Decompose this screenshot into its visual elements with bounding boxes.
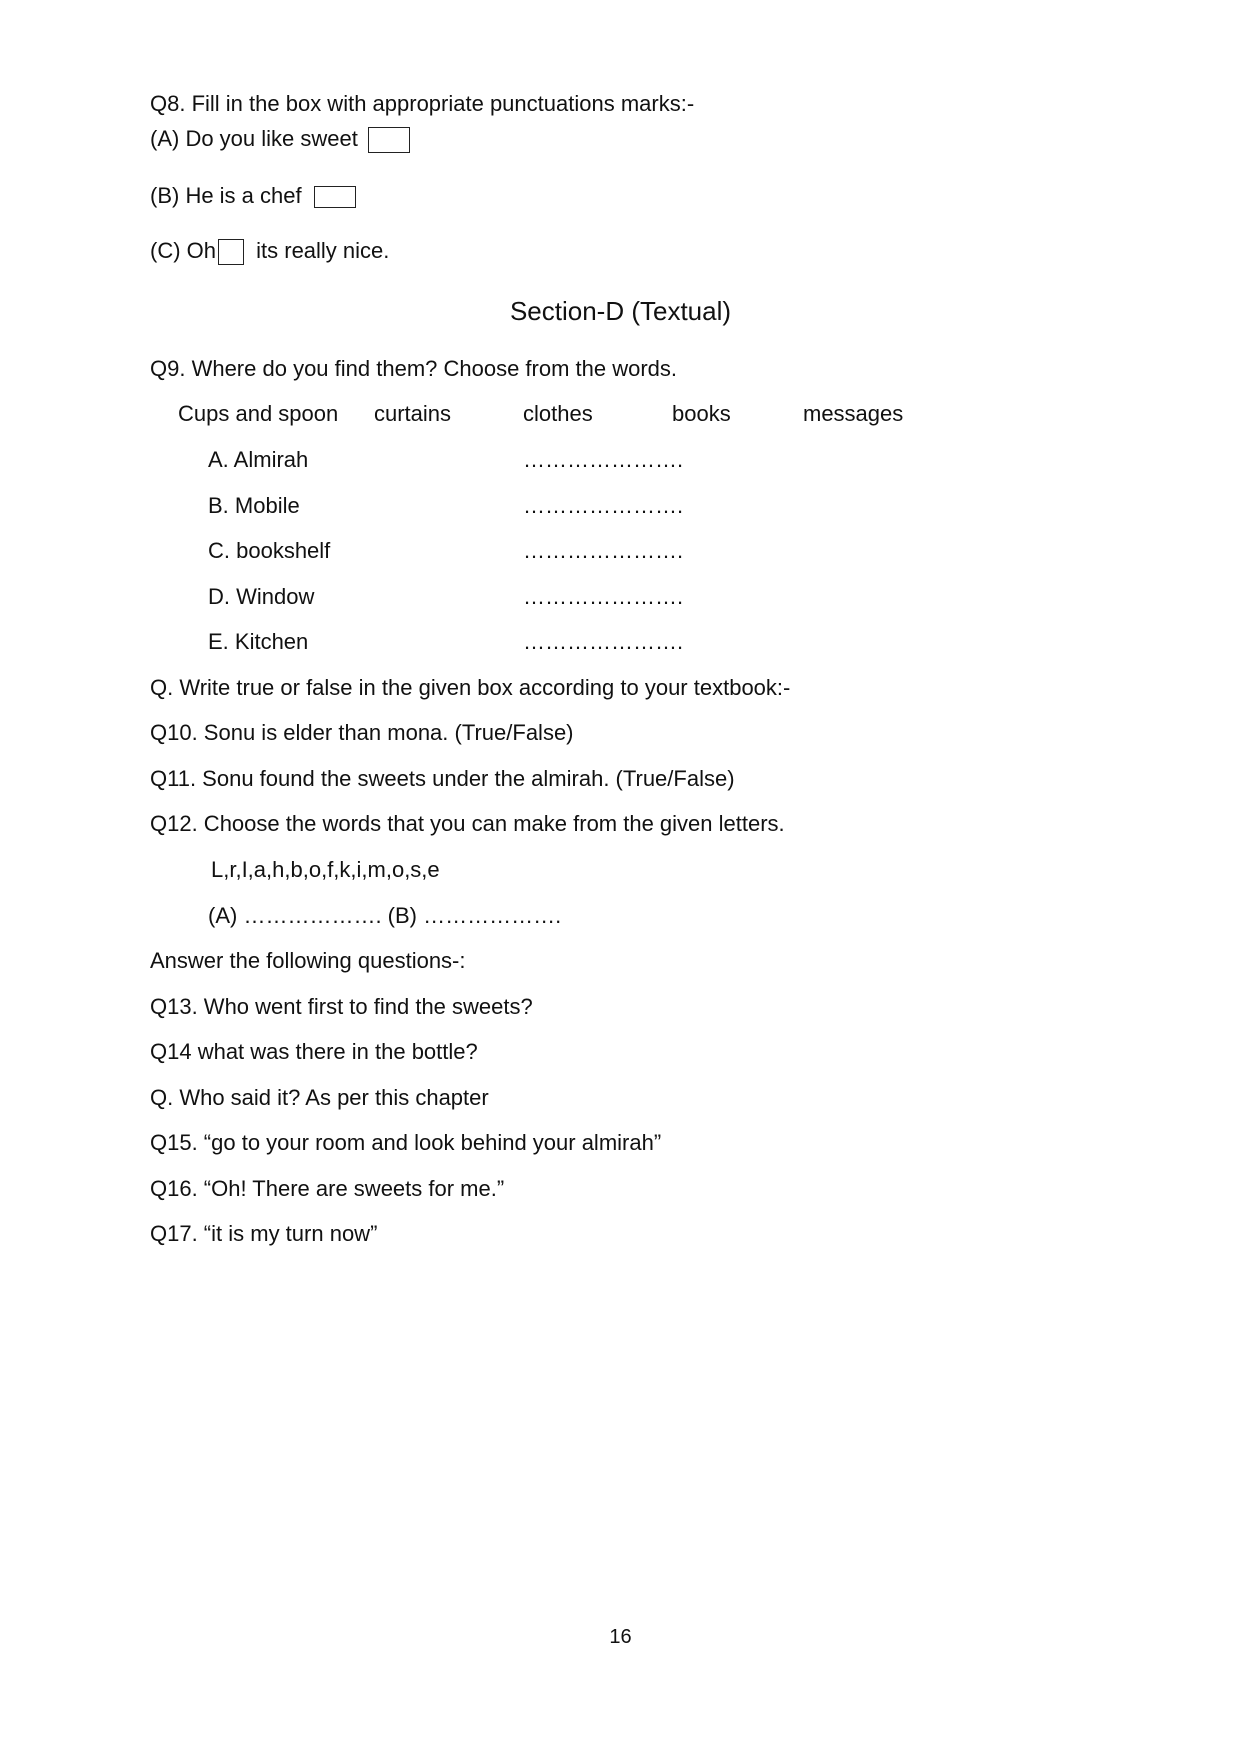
q8-item-b	[150, 182, 356, 210]
q9-item-blank[interactable]: ………………….	[523, 538, 684, 563]
q15: Q15. “go to your room and look behind your almirah”	[150, 1130, 662, 1155]
q9-item-blank[interactable]: ………………….	[523, 493, 684, 518]
q8-heading: Q8. Fill in the box with appropriate punctuations marks:-	[150, 91, 695, 116]
word-bank-item: curtains	[374, 401, 452, 426]
q12-answers[interactable]: (A) ………………. (B) ……………….	[208, 903, 562, 928]
q9-item-label: D. Window	[208, 584, 315, 609]
q8-item-c	[150, 237, 389, 265]
word-bank-item: Cups and spoon	[178, 401, 339, 426]
word-bank-item: messages	[803, 401, 904, 426]
q9-item-label: B. Mobile	[208, 493, 300, 518]
q13: Q13. Who went first to find the sweets?	[150, 994, 533, 1019]
q9-item-label: C. bookshelf	[208, 538, 331, 563]
q14: Q14 what was there in the bottle?	[150, 1039, 478, 1064]
q9-item-blank[interactable]: ………………….	[523, 447, 684, 472]
q10: Q10. Sonu is elder than mona. (True/False)	[150, 720, 574, 745]
q9-item-blank[interactable]: ………………….	[523, 584, 684, 609]
q11: Q11. Sonu found the sweets under the almirah. (True/False)	[150, 766, 735, 791]
word-bank-item: books	[672, 401, 731, 426]
who-said-heading: Q. Who said it? As per this chapter	[150, 1085, 489, 1110]
q9-item-label: A. Almirah	[208, 447, 309, 472]
q9-heading: Q9. Where do you find them? Choose from the words.	[150, 356, 678, 381]
q8-answer-box-b[interactable]	[314, 186, 356, 208]
q9-item-blank[interactable]: ………………….	[523, 629, 684, 654]
word-bank-item: clothes	[523, 401, 593, 426]
section-title: Section-D (Textual)	[509, 296, 732, 326]
q8-answer-box-c[interactable]	[218, 239, 244, 265]
q12-heading: Q12. Choose the words that you can make from the given letters.	[150, 811, 785, 836]
q8-answer-box-a[interactable]	[368, 127, 410, 153]
true-false-heading: Q. Write true or false in the given box according to your textbook:-	[150, 675, 791, 700]
q8-item-c-text-after: its really nice.	[256, 238, 390, 263]
q16: Q16. “Oh! There are sweets for me.”	[150, 1176, 505, 1201]
q8-item-b-text: (B) He is a chef	[150, 183, 302, 208]
answer-questions-heading: Answer the following questions-:	[150, 948, 466, 973]
q8-item-a	[150, 125, 410, 153]
q17: Q17. “it is my turn now”	[150, 1221, 378, 1246]
q12-letters: L,r,I,a,h,b,o,f,k,i,m,o,s,e	[211, 857, 440, 882]
q8-item-c-text-before: (C) Oh	[150, 238, 216, 263]
q9-item-label: E. Kitchen	[208, 629, 309, 654]
q8-item-a-text: (A) Do you like sweet	[150, 126, 358, 151]
page-number: 16	[609, 1626, 632, 1648]
